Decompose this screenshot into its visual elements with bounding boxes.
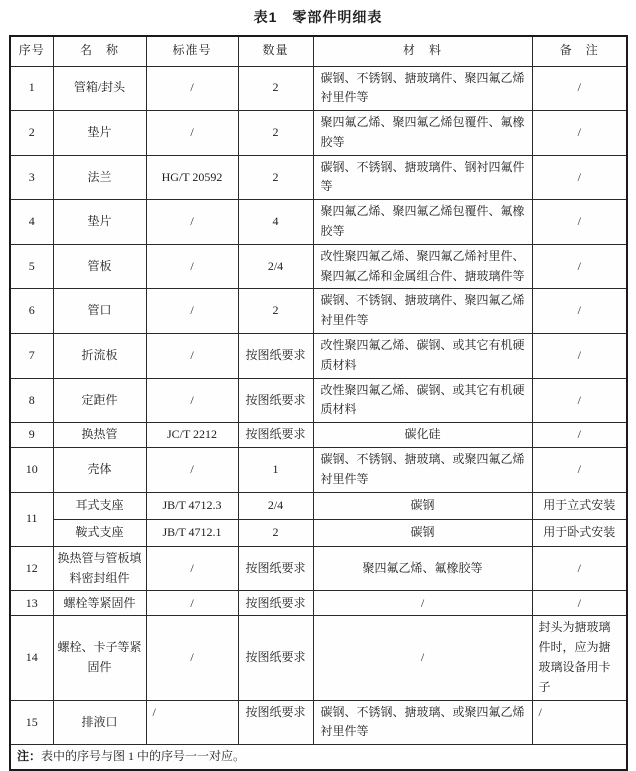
cell-standard: / <box>146 448 238 493</box>
cell-remark: / <box>532 155 627 200</box>
cell-no: 3 <box>10 155 53 200</box>
cell-remark: / <box>532 111 627 156</box>
cell-material: / <box>313 591 532 616</box>
cell-material: 聚四氟乙烯、聚四氟乙烯包覆件、氟橡胶等 <box>313 200 532 245</box>
cell-remark: / <box>532 546 627 591</box>
cell-name: 排液口 <box>53 700 146 745</box>
cell-qty: 2 <box>238 66 313 111</box>
cell-no: 10 <box>10 448 53 493</box>
cell-name: 管板 <box>53 244 146 289</box>
table-row <box>10 200 627 245</box>
cell-standard: / <box>146 66 238 111</box>
cell-no: 2 <box>10 111 53 156</box>
note-row <box>10 745 627 770</box>
cell-material: 碳钢 <box>313 519 532 546</box>
cell-remark: 用于卧式安装 <box>532 519 627 546</box>
cell-remark: 封头为搪玻璃件时，应为搪玻璃设备用卡子 <box>532 616 627 700</box>
cell-remark: / <box>532 334 627 379</box>
cell-no: 8 <box>10 378 53 423</box>
cell-qty: 按图纸要求 <box>238 616 313 700</box>
header-material: 材 料 <box>313 36 532 66</box>
table-row <box>10 155 627 200</box>
cell-material: 聚四氟乙烯、氟橡胶等 <box>313 546 532 591</box>
header-qty: 数量 <box>238 36 313 66</box>
cell-standard: / <box>146 244 238 289</box>
cell-standard: JB/T 4712.3 <box>146 492 238 519</box>
table-note <box>10 745 627 770</box>
cell-name: 螺栓等紧固件 <box>53 591 146 616</box>
cell-material: 碳钢、不锈钢、搪玻璃件、聚四氟乙烯衬里件等 <box>313 289 532 334</box>
cell-material: 改性聚四氟乙烯、聚四氟乙烯衬里件、聚四氟乙烯和金属组合件、搪玻璃件等 <box>313 244 532 289</box>
cell-no: 7 <box>10 334 53 379</box>
cell-qty: 2/4 <box>238 492 313 519</box>
cell-name: 垫片 <box>53 111 146 156</box>
cell-standard: / <box>146 378 238 423</box>
cell-no: 13 <box>10 591 53 616</box>
cell-remark: 用于立式安装 <box>532 492 627 519</box>
cell-standard: / <box>146 546 238 591</box>
table-row <box>10 591 627 616</box>
table-row <box>10 423 627 448</box>
cell-remark: / <box>532 591 627 616</box>
cell-qty: 按图纸要求 <box>238 378 313 423</box>
cell-standard: / <box>146 200 238 245</box>
cell-no: 5 <box>10 244 53 289</box>
cell-material: 聚四氟乙烯、聚四氟乙烯包覆件、氟橡胶等 <box>313 111 532 156</box>
table-row <box>10 289 627 334</box>
note-label: 注： <box>17 749 42 764</box>
cell-remark: / <box>532 244 627 289</box>
cell-material: 碳化硅 <box>313 423 532 448</box>
cell-qty: 2 <box>238 519 313 546</box>
cell-name: 折流板 <box>53 334 146 379</box>
cell-qty: 2 <box>238 111 313 156</box>
cell-name: 螺栓、卡子等紧固件 <box>53 616 146 700</box>
cell-qty: 4 <box>238 200 313 245</box>
cell-no: 14 <box>10 616 53 700</box>
cell-material: 改性聚四氟乙烯、碳钢、或其它有机硬质材料 <box>313 378 532 423</box>
cell-name: 换热管与管板填料密封组件 <box>53 546 146 591</box>
parts-table <box>9 35 628 771</box>
cell-qty: 按图纸要求 <box>238 334 313 379</box>
cell-remark: / <box>532 448 627 493</box>
cell-remark: / <box>532 700 627 745</box>
cell-no: 4 <box>10 200 53 245</box>
cell-remark: / <box>532 200 627 245</box>
cell-qty: 按图纸要求 <box>238 546 313 591</box>
cell-material: / <box>313 616 532 700</box>
header-name: 名 称 <box>53 36 146 66</box>
cell-name: 垫片 <box>53 200 146 245</box>
cell-standard: / <box>146 334 238 379</box>
cell-name: 定距件 <box>53 378 146 423</box>
cell-name: 管口 <box>53 289 146 334</box>
cell-material: 碳钢、不锈钢、搪玻璃件、聚四氟乙烯衬里件等 <box>313 66 532 111</box>
cell-remark: / <box>532 289 627 334</box>
cell-standard: / <box>146 616 238 700</box>
cell-name: 壳体 <box>53 448 146 493</box>
cell-qty: 按图纸要求 <box>238 591 313 616</box>
cell-material: 改性聚四氟乙烯、碳钢、或其它有机硬质材料 <box>313 334 532 379</box>
cell-qty: 1 <box>238 448 313 493</box>
header-remark: 备 注 <box>532 36 627 66</box>
cell-standard: HG/T 20592 <box>146 155 238 200</box>
table-row <box>10 111 627 156</box>
cell-name: 鞍式支座 <box>53 519 146 546</box>
cell-qty: 2/4 <box>238 244 313 289</box>
cell-material: 碳钢、不锈钢、搪玻璃、或聚四氟乙烯衬里件等 <box>313 700 532 745</box>
cell-standard: / <box>146 591 238 616</box>
cell-standard: / <box>146 111 238 156</box>
cell-name: 耳式支座 <box>53 492 146 519</box>
header-standard: 标准号 <box>146 36 238 66</box>
cell-material: 碳钢 <box>313 492 532 519</box>
cell-remark: / <box>532 66 627 111</box>
cell-qty: 2 <box>238 289 313 334</box>
cell-qty: 2 <box>238 155 313 200</box>
table-row <box>10 700 627 745</box>
cell-standard: / <box>146 700 238 745</box>
cell-qty: 按图纸要求 <box>238 423 313 448</box>
cell-no: 12 <box>10 546 53 591</box>
cell-no: 1 <box>10 66 53 111</box>
table-row <box>10 244 627 289</box>
cell-no: 15 <box>10 700 53 745</box>
table-row <box>10 378 627 423</box>
table-row <box>10 519 627 546</box>
cell-standard: / <box>146 289 238 334</box>
note-text: 表中的序号与图 1 中的序号一一对应。 <box>41 749 246 764</box>
table-row <box>10 546 627 591</box>
cell-material: 碳钢、不锈钢、搪玻璃、或聚四氟乙烯衬里件等 <box>313 448 532 493</box>
cell-remark: / <box>532 378 627 423</box>
cell-name: 换热管 <box>53 423 146 448</box>
table-title: 表1 零部件明细表 <box>253 9 383 25</box>
cell-no: 9 <box>10 423 53 448</box>
header-no: 序号 <box>10 36 53 66</box>
table-row <box>10 616 627 700</box>
cell-standard: JB/T 4712.1 <box>146 519 238 546</box>
cell-no: 11 <box>10 492 53 546</box>
table-row <box>10 448 627 493</box>
table-row <box>10 66 627 111</box>
table-row <box>10 492 627 519</box>
header-row <box>10 36 627 66</box>
table-row <box>10 334 627 379</box>
cell-remark: / <box>532 423 627 448</box>
cell-name: 法兰 <box>53 155 146 200</box>
cell-standard: JC/T 2212 <box>146 423 238 448</box>
cell-no: 6 <box>10 289 53 334</box>
cell-qty: 按图纸要求 <box>238 700 313 745</box>
cell-name: 管箱/封头 <box>53 66 146 111</box>
cell-material: 碳钢、不锈钢、搪玻璃件、钢衬四氟件等 <box>313 155 532 200</box>
